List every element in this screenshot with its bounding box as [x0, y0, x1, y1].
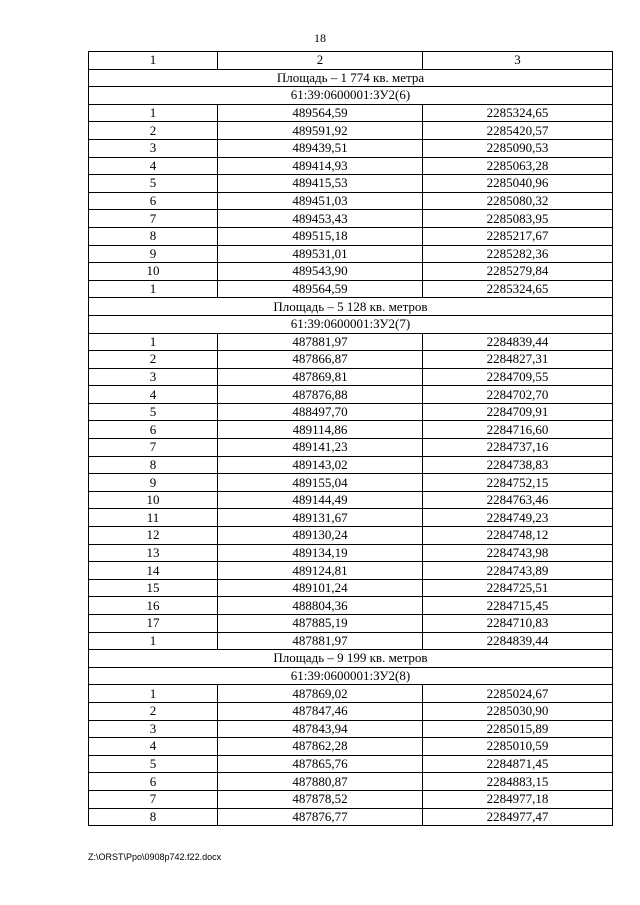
point-number-cell: 5: [89, 403, 218, 421]
table-row: [89, 368, 613, 386]
y-coordinate-cell: 2284743,98: [423, 544, 613, 562]
y-coordinate-cell: 2284725,51: [423, 579, 613, 597]
point-number-cell: 7: [89, 210, 218, 228]
x-coordinate-cell: 487876,88: [218, 386, 423, 404]
table-row: [89, 157, 613, 175]
point-number-cell: 5: [89, 175, 218, 193]
x-coordinate-cell: 489591,92: [218, 122, 423, 140]
x-coordinate-cell: 489564,59: [218, 280, 423, 298]
table-row: [89, 386, 613, 404]
table-row: [89, 685, 613, 703]
y-coordinate-cell: 2285030,90: [423, 702, 613, 720]
point-number-cell: 1: [89, 280, 218, 298]
point-number-cell: 9: [89, 474, 218, 492]
table-row: [89, 720, 613, 738]
x-coordinate-cell: 489564,59: [218, 104, 423, 122]
y-coordinate-cell: 2284702,70: [423, 386, 613, 404]
table-row: [89, 579, 613, 597]
y-coordinate-cell: 2285279,84: [423, 263, 613, 281]
y-coordinate-cell: 2284710,83: [423, 615, 613, 633]
x-coordinate-cell: 487881,97: [218, 632, 423, 650]
y-coordinate-cell: 2284839,44: [423, 632, 613, 650]
table-row: [89, 509, 613, 527]
point-number-cell: 7: [89, 790, 218, 808]
section-area-label: Площадь – 1 774 кв. метра: [89, 69, 613, 87]
point-number-cell: 16: [89, 597, 218, 615]
section-cadastral-row: [89, 87, 613, 105]
point-number-cell: 8: [89, 227, 218, 245]
table-row: [89, 439, 613, 457]
point-number-cell: 1: [89, 685, 218, 703]
section-area-row: [89, 298, 613, 316]
x-coordinate-cell: 487847,46: [218, 702, 423, 720]
x-coordinate-cell: 487865,76: [218, 755, 423, 773]
point-number-cell: 12: [89, 527, 218, 545]
page-number: 18: [314, 31, 326, 45]
point-number-cell: 15: [89, 579, 218, 597]
y-coordinate-cell: 2284752,15: [423, 474, 613, 492]
point-number-cell: 1: [89, 333, 218, 351]
x-coordinate-cell: 489414,93: [218, 157, 423, 175]
point-number-cell: 2: [89, 351, 218, 369]
x-coordinate-cell: 489415,53: [218, 175, 423, 193]
x-coordinate-cell: 487869,02: [218, 685, 423, 703]
point-number-cell: 5: [89, 755, 218, 773]
point-number-cell: 7: [89, 439, 218, 457]
table-row: [89, 562, 613, 580]
y-coordinate-cell: 2284738,83: [423, 456, 613, 474]
table-row: [89, 632, 613, 650]
table-row: [89, 421, 613, 439]
table-row: [89, 615, 613, 633]
section-area-row: [89, 650, 613, 668]
point-number-cell: 11: [89, 509, 218, 527]
point-number-cell: 3: [89, 368, 218, 386]
x-coordinate-cell: 487885,19: [218, 615, 423, 633]
y-coordinate-cell: 2285024,67: [423, 685, 613, 703]
x-coordinate-cell: 489155,04: [218, 474, 423, 492]
header-cell-x: 2: [218, 52, 423, 70]
x-coordinate-cell: 488497,70: [218, 403, 423, 421]
table-row: [89, 474, 613, 492]
y-coordinate-cell: 2284977,18: [423, 790, 613, 808]
section-cadastral-number: 61:39:0600001:ЗУ2(7): [89, 315, 613, 333]
table-row: [89, 280, 613, 298]
table-row: [89, 738, 613, 756]
y-coordinate-cell: 2285420,57: [423, 122, 613, 140]
point-number-cell: 1: [89, 632, 218, 650]
table-row: [89, 790, 613, 808]
y-coordinate-cell: 2284709,91: [423, 403, 613, 421]
table-row: [89, 122, 613, 140]
x-coordinate-cell: 489124,81: [218, 562, 423, 580]
table-row: [89, 139, 613, 157]
table-row: [89, 403, 613, 421]
x-coordinate-cell: 489143,02: [218, 456, 423, 474]
y-coordinate-cell: 2285040,96: [423, 175, 613, 193]
section-cadastral-number: 61:39:0600001:ЗУ2(6): [89, 87, 613, 105]
section-cadastral-row: [89, 315, 613, 333]
point-number-cell: 9: [89, 245, 218, 263]
x-coordinate-cell: 487862,28: [218, 738, 423, 756]
table-row: [89, 175, 613, 193]
x-coordinate-cell: 489515,18: [218, 227, 423, 245]
section-area-label: Площадь – 9 199 кв. метров: [89, 650, 613, 668]
point-number-cell: 6: [89, 192, 218, 210]
point-number-cell: 2: [89, 702, 218, 720]
x-coordinate-cell: 489439,51: [218, 139, 423, 157]
x-coordinate-cell: 489144,49: [218, 491, 423, 509]
table-row: [89, 263, 613, 281]
y-coordinate-cell: 2285090,53: [423, 139, 613, 157]
x-coordinate-cell: 489141,23: [218, 439, 423, 457]
point-number-cell: 3: [89, 720, 218, 738]
table-row: [89, 527, 613, 545]
point-number-cell: 6: [89, 773, 218, 791]
section-area-label: Площадь – 5 128 кв. метров: [89, 298, 613, 316]
header-cell-point: 1: [89, 52, 218, 70]
y-coordinate-cell: 2285010,59: [423, 738, 613, 756]
x-coordinate-cell: 487876,77: [218, 808, 423, 826]
point-number-cell: 17: [89, 615, 218, 633]
coordinates-table: [88, 51, 613, 826]
section-cadastral-row: [89, 667, 613, 685]
y-coordinate-cell: 2284763,46: [423, 491, 613, 509]
header-cell-y: 3: [423, 52, 613, 70]
table-row: [89, 544, 613, 562]
y-coordinate-cell: 2285063,28: [423, 157, 613, 175]
x-coordinate-cell: 489134,19: [218, 544, 423, 562]
y-coordinate-cell: 2285324,65: [423, 104, 613, 122]
section-cadastral-number: 61:39:0600001:ЗУ2(8): [89, 667, 613, 685]
coordinates-table-body: [89, 52, 613, 826]
table-header-row: [89, 52, 613, 70]
point-number-cell: 6: [89, 421, 218, 439]
x-coordinate-cell: 487869,81: [218, 368, 423, 386]
y-coordinate-cell: 2284827,31: [423, 351, 613, 369]
x-coordinate-cell: 489101,24: [218, 579, 423, 597]
x-coordinate-cell: 487843,94: [218, 720, 423, 738]
x-coordinate-cell: 489531,01: [218, 245, 423, 263]
y-coordinate-cell: 2285015,89: [423, 720, 613, 738]
point-number-cell: 2: [89, 122, 218, 140]
point-number-cell: 4: [89, 157, 218, 175]
y-coordinate-cell: 2285083,95: [423, 210, 613, 228]
point-number-cell: 13: [89, 544, 218, 562]
y-coordinate-cell: 2284709,55: [423, 368, 613, 386]
section-area-row: [89, 69, 613, 87]
table-row: [89, 210, 613, 228]
y-coordinate-cell: 2285217,67: [423, 227, 613, 245]
x-coordinate-cell: 488804,36: [218, 597, 423, 615]
point-number-cell: 8: [89, 456, 218, 474]
x-coordinate-cell: 489451,03: [218, 192, 423, 210]
x-coordinate-cell: 487880,87: [218, 773, 423, 791]
x-coordinate-cell: 489543,90: [218, 263, 423, 281]
x-coordinate-cell: 489131,67: [218, 509, 423, 527]
y-coordinate-cell: 2284883,15: [423, 773, 613, 791]
point-number-cell: 4: [89, 738, 218, 756]
y-coordinate-cell: 2284737,16: [423, 439, 613, 457]
y-coordinate-cell: 2284748,12: [423, 527, 613, 545]
y-coordinate-cell: 2284749,23: [423, 509, 613, 527]
point-number-cell: 8: [89, 808, 218, 826]
table-row: [89, 755, 613, 773]
table-row: [89, 491, 613, 509]
file-path-footer: Z:\ORST\Ppo\0908p742.f22.docx: [88, 852, 222, 862]
y-coordinate-cell: 2284716,60: [423, 421, 613, 439]
table-row: [89, 597, 613, 615]
table-row: [89, 227, 613, 245]
x-coordinate-cell: 487866,87: [218, 351, 423, 369]
table-row: [89, 808, 613, 826]
y-coordinate-cell: 2285282,36: [423, 245, 613, 263]
y-coordinate-cell: 2284871,45: [423, 755, 613, 773]
point-number-cell: 10: [89, 263, 218, 281]
table-row: [89, 456, 613, 474]
table-row: [89, 192, 613, 210]
x-coordinate-cell: 487881,97: [218, 333, 423, 351]
table-row: [89, 333, 613, 351]
table-row: [89, 773, 613, 791]
point-number-cell: 4: [89, 386, 218, 404]
y-coordinate-cell: 2284743,89: [423, 562, 613, 580]
y-coordinate-cell: 2284715,45: [423, 597, 613, 615]
table-row: [89, 351, 613, 369]
x-coordinate-cell: 487878,52: [218, 790, 423, 808]
table-row: [89, 245, 613, 263]
point-number-cell: 3: [89, 139, 218, 157]
table-row: [89, 702, 613, 720]
y-coordinate-cell: 2284839,44: [423, 333, 613, 351]
point-number-cell: 14: [89, 562, 218, 580]
y-coordinate-cell: 2285324,65: [423, 280, 613, 298]
x-coordinate-cell: 489114,86: [218, 421, 423, 439]
x-coordinate-cell: 489130,24: [218, 527, 423, 545]
point-number-cell: 10: [89, 491, 218, 509]
point-number-cell: 1: [89, 104, 218, 122]
y-coordinate-cell: 2284977,47: [423, 808, 613, 826]
x-coordinate-cell: 489453,43: [218, 210, 423, 228]
table-row: [89, 104, 613, 122]
y-coordinate-cell: 2285080,32: [423, 192, 613, 210]
